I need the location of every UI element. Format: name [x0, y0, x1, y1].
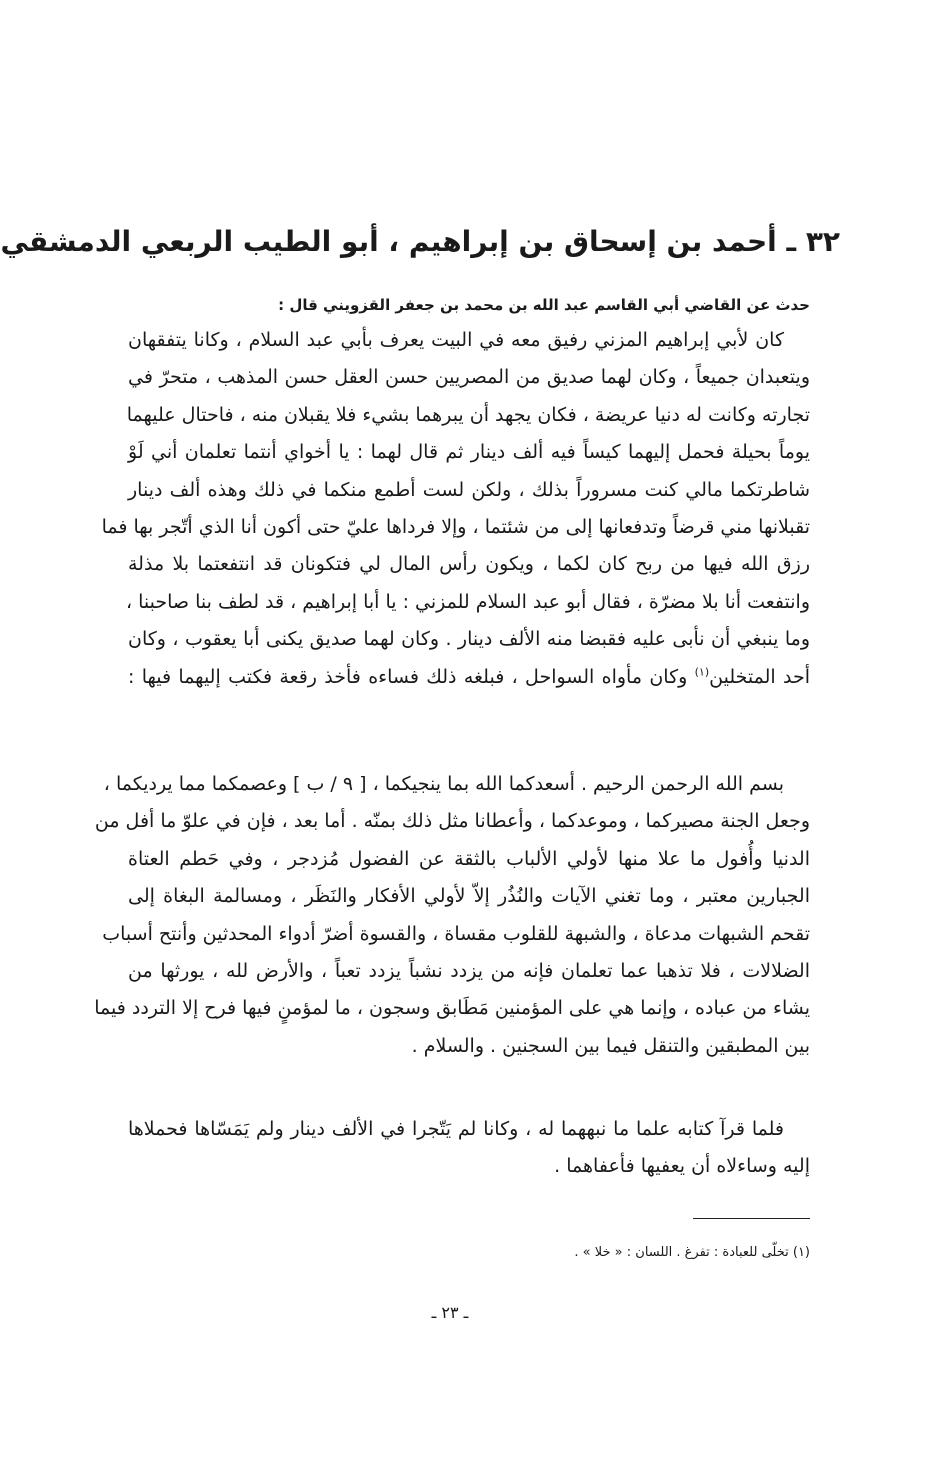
- text-line: ويتعبدان جميعاً ، وكان لهما صديق من المصريين حسن العقل حسن المذهب ، متحرّ في: [128, 366, 810, 389]
- footnote: (١) تخلّى للعبادة : تفرغ . اللسان : « خلا » .: [574, 1245, 810, 1260]
- page-title: ٣٢ ـ أحمد بن إسحاق بن إبراهيم ، أبو الطيب الربعي الدمشقي: [0, 225, 840, 258]
- text-line: وما ينبغي أن نأبى عليه فقبضا منه الألف دينار . وكان لهما صديق يكنى أبا يعقوب ، وكان: [128, 628, 810, 651]
- text-line: يوماً بحيلة فحمل إليهما كيساً فيه ألف دينار ثم قال لهما : يا أخواي أنتما تعلمان أني لَوْ: [128, 441, 810, 464]
- text-line: رزق الله فيها من ربح كان لكما ، ويكون رأس المال لي فتكونان قد انتفعتما بلا مذلة: [128, 553, 810, 576]
- text-line: تقبلانها مني قرضاً وتدفعانها إلى من شئتما ، وإلا فرداها عليّ حتى أكون أنا الذي أتّجر بها فما: [101, 515, 810, 538]
- text-segment: وكان مأواه السواحل ، فبلغه ذلك فساءه فأخذ رقعة فكتب إليهما فيها :: [128, 665, 688, 688]
- text-segment: أحد المتخلين: [709, 665, 810, 688]
- text-line: تجارته وكانت له دنيا عريضة ، فكان يجهد أن يبرهما بشيء فلا يقبلان منه ، فاحتال عليهما: [126, 403, 810, 426]
- text-line: شاطرتكما مالي كنت مسروراً بذلك ، ولكن لست أطمع منكما في ذلك وهذه ألف دينار: [128, 478, 810, 501]
- text-line-with-footnote: [128, 659, 810, 696]
- paragraph-3: [128, 1111, 810, 1186]
- text-line: وانتفعت أنا بلا مضرّة ، فقال أبو عبد السلام للمزني : يا أبا إبراهيم ، قد لطف بنا صاحبنا ،: [125, 590, 810, 613]
- paragraph-2-letter: [94, 766, 810, 1065]
- text-line: وجعل الجنة مصيركما ، وموعدكما ، وأعطانا مثل ذلك بمنّه . أما بعد ، فإن في علوّ ما أفل من: [94, 810, 810, 833]
- footnote-separator: [693, 1218, 810, 1219]
- text-line: الضلالات ، فلا تذهبا عما تعلمان فإنه من يزدد نشباً يزدد تعباً ، والأرض لله ، يورثها من: [128, 959, 810, 982]
- text-line: بين المطبقين والتنقل فيما بين السجنين . والسلام .: [411, 1034, 810, 1057]
- footnote-marker: (١): [694, 665, 710, 679]
- text-line: يشاء من عباده ، وإنما هي على المؤمنين مَطَابق وسجون ، ما لمؤمنٍ فيها فرح إلا التردد فيما: [94, 997, 810, 1020]
- text-line: بسم الله الرحمن الرحيم . أسعدكما الله بما ينجيكما ، [ ٩ / ب ] وعصمكما مما يرديكما ،: [103, 773, 784, 795]
- text-line: كان لأبي إبراهيم المزني رفيق معه في البيت يعرف بأبي عبد السلام ، وكانا يتفقهان: [128, 329, 784, 351]
- paragraph-1: [101, 322, 810, 696]
- text-line: تقحم الشبهات مدعاة ، والشبهة للقلوب مقساة ، والقسوة أضرّ أدواء المحدثين وأنتح أسباب: [102, 922, 810, 945]
- text-line: الجبارين معتبر ، وما تغني الآيات والنُذُر إلاّ لأولي الأفكار والنَظَر ، ومسالمة البغاة إلى: [128, 885, 810, 908]
- page-number: ـ ٢٣ ـ: [431, 1303, 469, 1322]
- text-line: الدنيا وأُفول ما علا منها لأولي الألباب بالثقة عن الفضول مُزدجر ، وفي حَطم العتاة: [128, 847, 810, 870]
- text-line: فلما قرآ كتابه علما ما نبههما له ، وكانا لم يَتّجرا في الألف دينار ولم يَمَسّاها فحملاها: [128, 1118, 784, 1140]
- text-line: إليه وساءلاه أن يعفيها فأعفاهما .: [554, 1155, 810, 1178]
- intro-line: حدث عن القاضي أبي القاسم عبد الله بن محمد بن جعفر القزويني قال :: [278, 296, 810, 314]
